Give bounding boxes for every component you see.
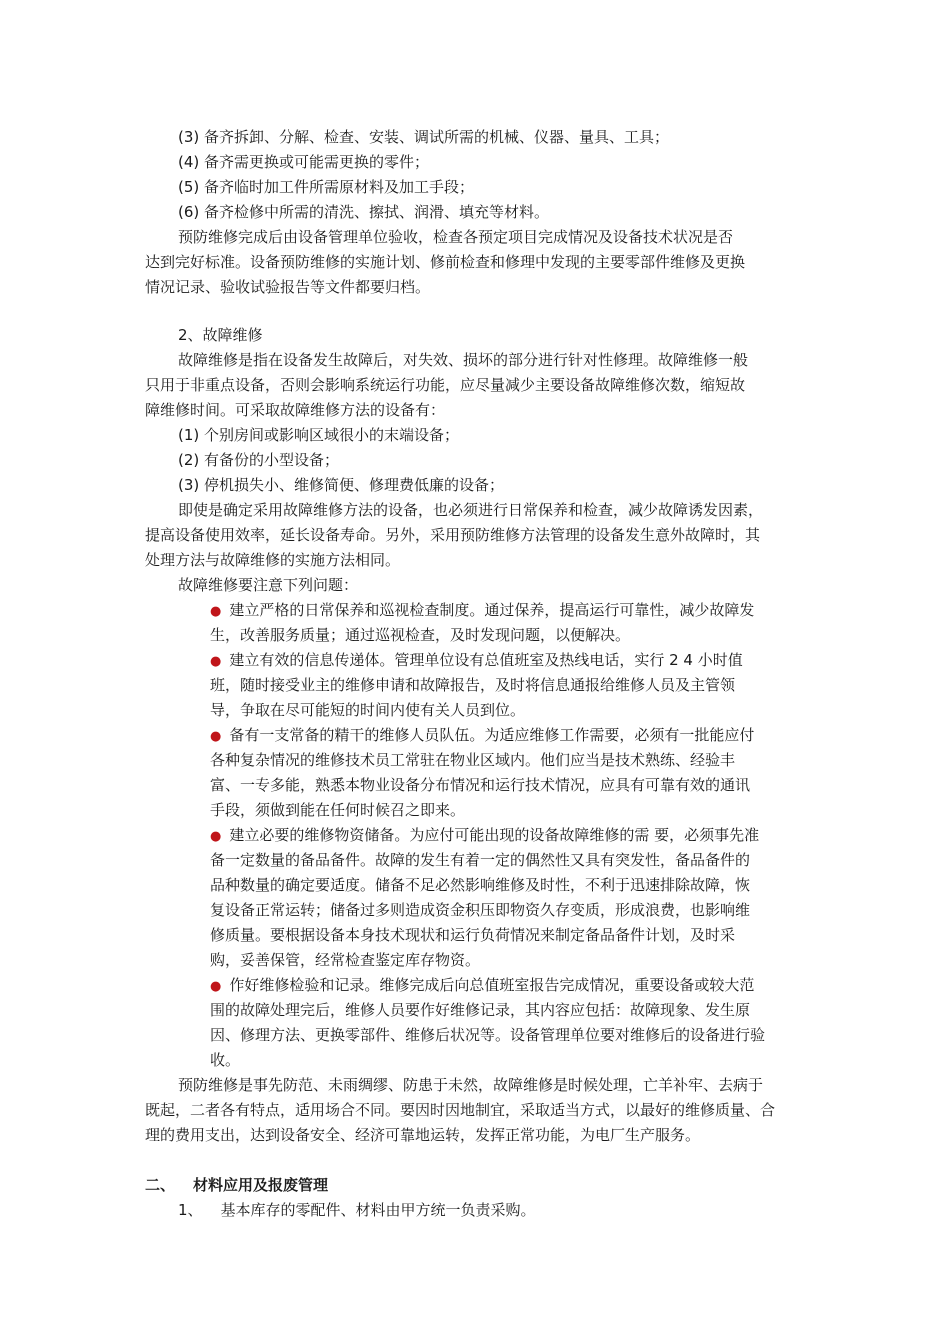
bullet-text: 购，妥善保管，经常检查鉴定库存物资。: [210, 951, 481, 969]
paragraph-line: 理的费用支出，达到设备安全、经济可靠地运转，发挥正常功能，为电厂生产服务。: [145, 1126, 701, 1144]
numbered-item: [178, 1199, 536, 1221]
paragraph-line: 即使是确定采用故障维修方法的设备，也必须进行日常保养和检查，减少故障诱发因素，: [178, 501, 764, 519]
paragraph-line: 障维修时间。可采取故障维修方法的设备有：: [145, 401, 446, 419]
bullet-item: [210, 974, 754, 998]
bullet-text: 富、一专多能，熟悉本物业设备分布情况和运行技术情况，应具有可靠有效的通讯: [210, 776, 751, 794]
item-text: 基本库存的零配件、材料由甲方统一负责采购。: [220, 1201, 536, 1219]
list-item-4: (4) 备齐需更换或可能需更换的零件；: [178, 153, 430, 171]
bullet-dot-icon: ●: [210, 829, 222, 844]
bullet-dot-icon: ●: [210, 729, 222, 744]
bullet-text: 建立必要的维修物资储备。为应付可能出现的设备故障维修的需 要，必须事先准: [229, 826, 760, 844]
paragraph-line: 提高设备使用效率，延长设备寿命。另外，采用预防维修方法管理的设备发生意外故障时，其: [145, 526, 761, 544]
item-number: 1、: [178, 1201, 203, 1219]
list-item-2: (2) 有备份的小型设备；: [178, 451, 340, 469]
list-item-3: (3) 备齐拆卸、分解、检查、安装、调试所需的机械、仪器、量具、工具；: [178, 128, 670, 146]
section-title: 材料应用及报废管理: [193, 1176, 329, 1194]
bullet-text: 建立严格的日常保养和巡视检查制度。通过保养，提高运行可靠性，减少故障发: [229, 601, 755, 619]
section-heading-materials: [145, 1174, 328, 1196]
paragraph-line: 情况记录、验收试验报告等文件都要归档。: [145, 278, 431, 296]
bullet-text: 备一定数量的备品备件。故障的发生有着一定的偶然性又具有突发性，备品备件的: [210, 851, 751, 869]
list-item-1: (1) 个别房间或影响区域很小的末端设备；: [178, 426, 460, 444]
paragraph-line: 只用于非重点设备，否则会影响系统运行功能，应尽量减少主要设备故障维修次数，缩短故: [145, 376, 746, 394]
bullet-item: [210, 649, 743, 673]
bullet-text: 生，改善服务质量；通过巡视检查，及时发现问题，以便解决。: [210, 626, 631, 644]
bullet-text: 建立有效的信息传递体。管理单位设有总值班室及热线电话，实行 2 4 小时值: [229, 651, 743, 669]
bullet-item: [210, 824, 759, 848]
bullet-text: 手段，须做到能在任何时候召之即来。: [210, 801, 466, 819]
bullet-text: 复设备正常运转；储备过多则造成资金积压即物资久存变质，形成浪费，也影响维: [210, 901, 751, 919]
bullet-text: 围的故障处理完后，维修人员要作好维修记录，其内容应包括：故障现象、发生原: [210, 1001, 751, 1019]
bullet-text: 作好维修检验和记录。维修完成后向总值班室报告完成情况，重要设备或较大范: [229, 976, 755, 994]
list-item-5: (5) 备齐临时加工件所需原材料及加工手段；: [178, 178, 475, 196]
paragraph-line: 预防维修完成后由设备管理单位验收，检查各预定项目完成情况及设备技术状况是否: [178, 228, 734, 246]
section-heading-fault-repair: 2、故障维修: [178, 326, 263, 344]
section-number: 二、: [145, 1176, 176, 1194]
bullet-text: 修质量。要根据设备本身技术现状和运行负荷情况来制定备品备件计划，及时采: [210, 926, 736, 944]
bullet-text: 因、修理方法、更换零部件、维修后状况等。设备管理单位要对维修后的设备进行验: [210, 1026, 766, 1044]
bullet-text: 班，随时接受业主的维修申请和故障报告，及时将信息通报给维修人员及主管领: [210, 676, 736, 694]
list-item-6: (6) 备齐检修中所需的清洗、擦拭、润滑、填充等材料。: [178, 203, 550, 221]
bullet-text: 导，争取在尽可能短的时间内使有关人员到位。: [210, 701, 526, 719]
bullet-dot-icon: ●: [210, 979, 222, 994]
paragraph-line: 达到完好标准。设备预防维修的实施计划、修前检查和修理中发现的主要零部件维修及更换: [145, 253, 746, 271]
bullet-dot-icon: ●: [210, 604, 222, 619]
paragraph-line: 预防维修是事先防范、未雨绸缪、防患于未然，故障维修是时候处理，亡羊补牢、去病于: [178, 1076, 764, 1094]
paragraph-line: 既起，二者各有特点，适用场合不同。要因时因地制宜，采取适当方式，以最好的维修质量、合: [145, 1101, 776, 1119]
paragraph-line: 故障维修是指在设备发生故障后，对失效、损坏的部分进行针对性修理。故障维修一般: [178, 351, 749, 369]
bullet-text: 各种复杂情况的维修技术员工常驻在物业区域内。他们应当是技术熟练、经验丰: [210, 751, 736, 769]
list-item-3b: (3) 停机损失小、维修简便、修理费低廉的设备；: [178, 476, 505, 494]
bullet-item: [210, 724, 754, 748]
bullet-item: [210, 599, 754, 623]
paragraph-line: 处理方法与故障维修的实施方法相同。: [145, 551, 401, 569]
bullet-dot-icon: ●: [210, 654, 222, 669]
bullet-text: 备有一支常备的精干的维修人员队伍。为适应维修工作需要，必须有一批能应付: [229, 726, 755, 744]
bullet-text: 收。: [210, 1051, 241, 1069]
notes-intro: 故障维修要注意下列问题：: [178, 576, 359, 594]
bullet-text: 品种数量的确定要适度。储备不足必然影响维修及时性，不利于迅速排除故障，恢: [210, 876, 751, 894]
